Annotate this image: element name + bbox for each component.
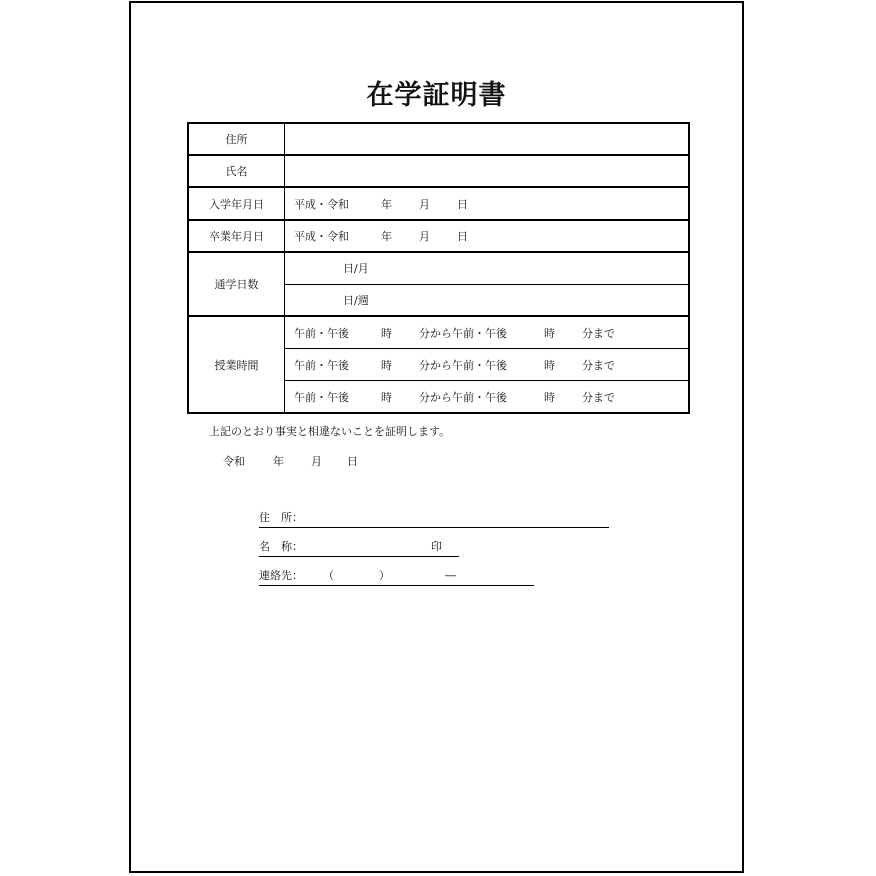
day-unit: 日 [457,229,468,243]
class-hours-label: 授業時間 [188,316,285,413]
per-month-unit: 日/月 [343,262,369,276]
ampm-text: 午前・午後 [294,390,349,404]
era-text: 令和 [223,455,245,468]
from-text: 分から午前・午後 [419,390,507,404]
certificate-page [129,1,744,873]
seal-mark: 印 [431,540,442,553]
hour-unit: 時 [544,358,555,372]
contact-close-paren: ） [379,569,390,582]
month-unit: 月 [311,455,322,468]
page-title: 在学証明書 [366,80,507,111]
until-text: 分まで [582,390,615,404]
issuer-address-line[interactable] [259,509,609,528]
until-text: 分まで [582,358,615,372]
class-hours-row-3[interactable] [285,381,690,413]
issuer-name-label: 名 称： [259,540,303,553]
address-field[interactable] [285,123,690,155]
day-unit: 日 [347,455,358,468]
name-label: 氏名 [188,155,285,187]
days-per-week-field[interactable] [285,284,690,316]
issuer-contact-line[interactable] [259,567,534,586]
name-field[interactable] [285,155,690,187]
year-unit: 年 [381,229,392,243]
era-text: 平成・令和 [294,197,349,211]
hour-unit: 時 [544,326,555,340]
commute-days-label: 通学日数 [188,252,285,316]
issuer-contact-label: 連絡先： [259,569,303,582]
month-unit: 月 [419,197,430,211]
certificate-form-table [187,122,690,414]
days-per-month-field[interactable] [285,252,690,284]
address-label: 住所 [188,123,285,155]
issue-date-line [223,453,358,469]
certification-statement: 上記のとおり事実と相違ないことを証明します。 [209,425,451,438]
contact-dash: ― [445,569,456,582]
day-unit: 日 [457,197,468,211]
contact-open-paren: （ [323,569,334,582]
year-unit: 年 [273,455,284,468]
hour-unit: 時 [381,326,392,340]
year-unit: 年 [381,197,392,211]
from-text: 分から午前・午後 [419,326,507,340]
ampm-text: 午前・午後 [294,358,349,372]
issuer-address-label: 住 所： [259,511,303,524]
hour-unit: 時 [381,390,392,404]
hour-unit: 時 [544,390,555,404]
issuer-name-line[interactable] [259,538,459,557]
per-week-unit: 日/週 [343,293,369,307]
ampm-text: 午前・午後 [294,326,349,340]
graduation-date-label: 卒業年月日 [188,220,285,252]
enroll-date-field[interactable] [285,187,690,219]
class-hours-row-1[interactable] [285,316,690,348]
until-text: 分まで [582,326,615,340]
enroll-date-label: 入学年月日 [188,187,285,219]
era-text: 平成・令和 [294,229,349,243]
month-unit: 月 [419,229,430,243]
class-hours-row-2[interactable] [285,349,690,381]
hour-unit: 時 [381,358,392,372]
graduation-date-field[interactable] [285,220,690,252]
from-text: 分から午前・午後 [419,358,507,372]
